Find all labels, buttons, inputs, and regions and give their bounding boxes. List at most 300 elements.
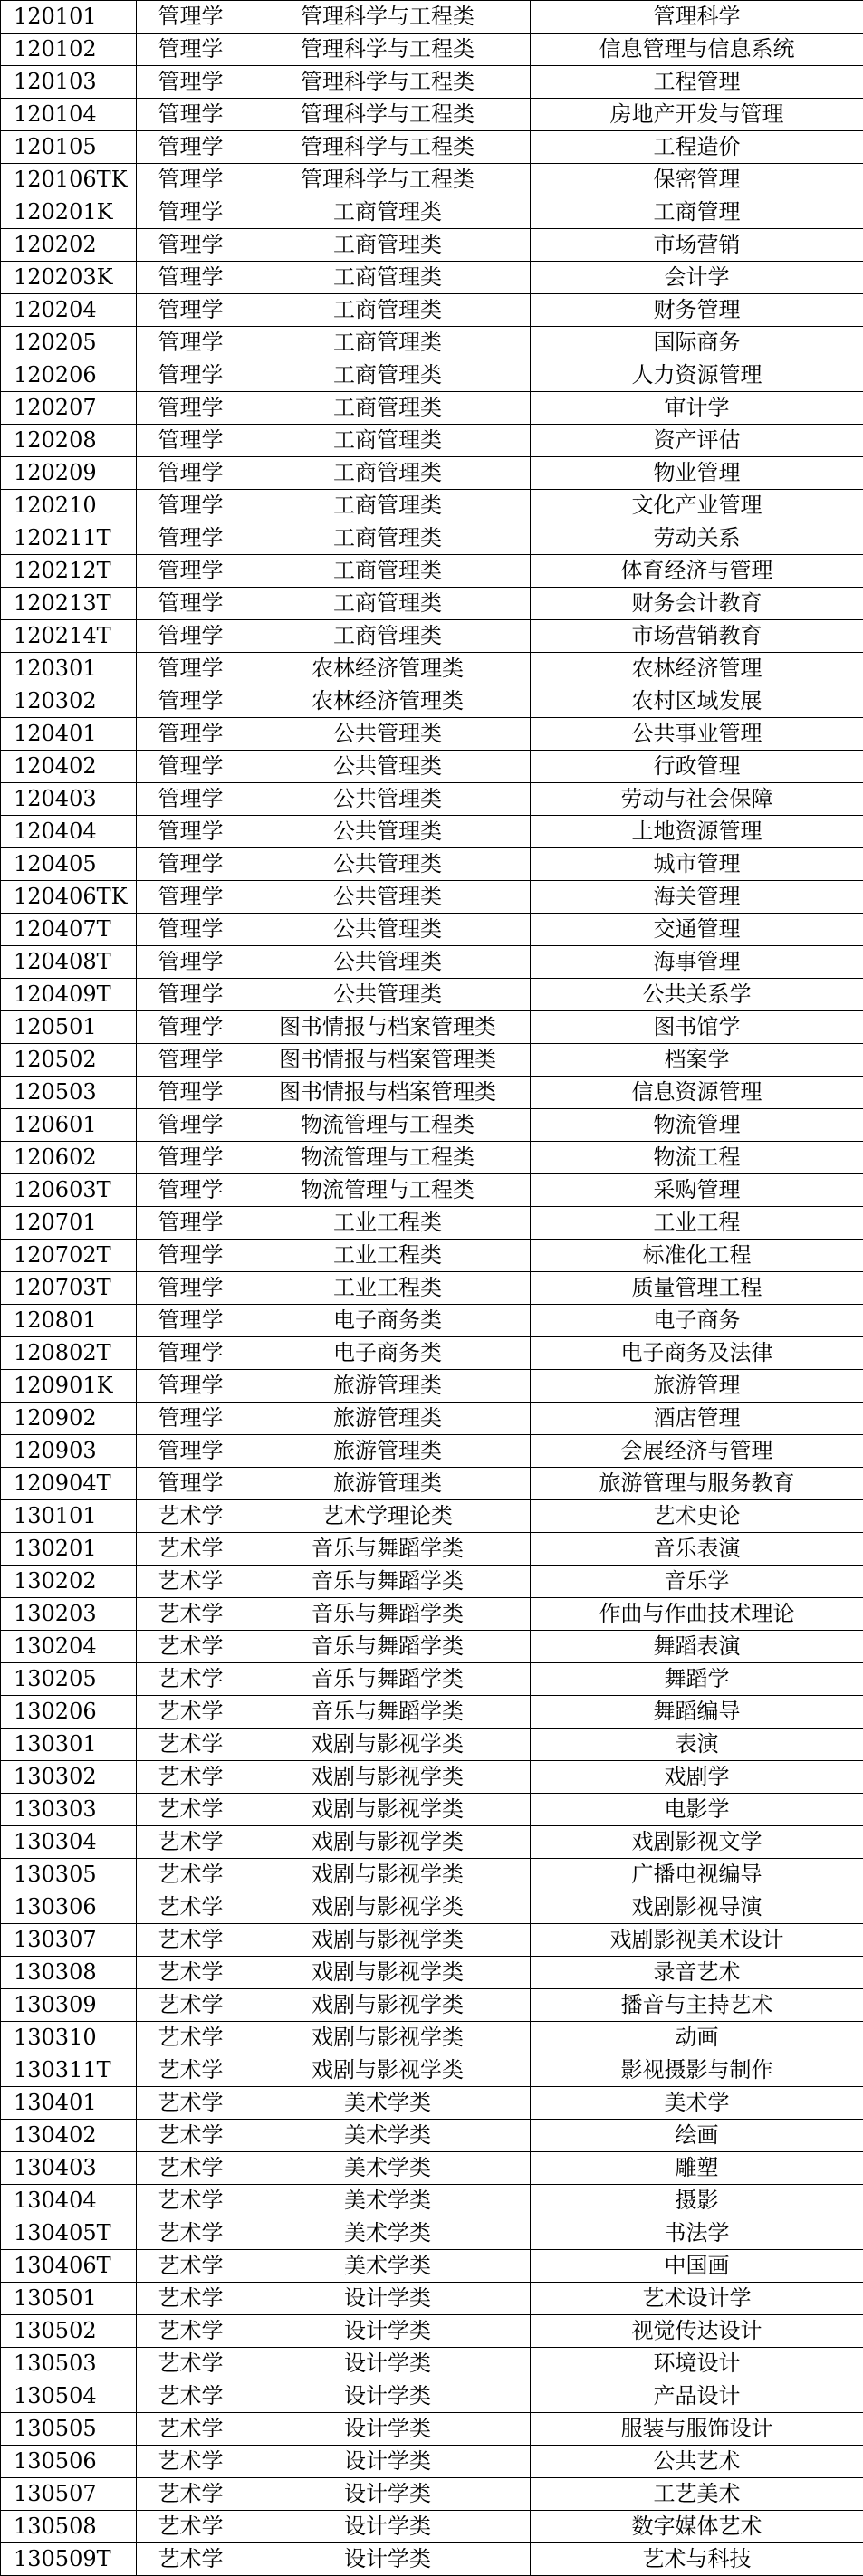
major-code-cell: 130507 [1,2478,137,2511]
major-code-cell: 130505 [1,2413,137,2446]
discipline-cell: 管理学 [137,392,245,425]
major-category-cell: 戏剧与影视学类 [245,1794,531,1826]
table-row [1,196,863,229]
major-category-cell: 公共管理类 [245,946,531,979]
major-code-cell: 120602 [1,1142,137,1174]
discipline-cell: 管理学 [137,783,245,816]
table-row [1,1859,863,1891]
major-name-cell: 人力资源管理 [531,359,863,392]
table-row [1,2413,863,2446]
major-code-cell: 120901K [1,1370,137,1403]
table-row [1,1207,863,1240]
discipline-cell: 管理学 [137,914,245,946]
discipline-cell: 艺术学 [137,2185,245,2217]
discipline-cell: 管理学 [137,196,245,229]
major-category-cell: 农林经济管理类 [245,685,531,718]
table-row [1,1077,863,1109]
table-row [1,1989,863,2022]
table-row [1,131,863,164]
major-code-cell: 130304 [1,1826,137,1859]
major-category-cell: 音乐与舞蹈学类 [245,1631,531,1663]
major-name-cell: 交通管理 [531,914,863,946]
discipline-cell: 管理学 [137,1240,245,1272]
major-name-cell: 电子商务 [531,1305,863,1337]
table-row [1,1631,863,1663]
major-code-cell: 120210 [1,490,137,522]
major-code-cell: 130205 [1,1663,137,1696]
discipline-cell: 管理学 [137,1207,245,1240]
major-code-cell: 120401 [1,718,137,751]
major-name-cell: 工程管理 [531,66,863,99]
major-category-cell: 设计学类 [245,2315,531,2348]
major-name-cell: 物流管理 [531,1109,863,1142]
major-name-cell: 国际商务 [531,327,863,359]
major-category-cell: 旅游管理类 [245,1403,531,1435]
table-row [1,946,863,979]
discipline-cell: 管理学 [137,979,245,1011]
discipline-cell: 艺术学 [137,2413,245,2446]
major-code-cell: 130302 [1,1761,137,1794]
major-name-cell: 艺术与科技 [531,2543,863,2576]
major-code-cell: 130405T [1,2217,137,2250]
major-name-cell: 产品设计 [531,2380,863,2413]
major-name-cell: 酒店管理 [531,1403,863,1435]
major-category-cell: 戏剧与影视学类 [245,1826,531,1859]
major-code-cell: 130508 [1,2511,137,2543]
table-row [1,2446,863,2478]
table-row [1,1598,863,1631]
discipline-cell: 艺术学 [137,2120,245,2152]
discipline-cell: 管理学 [137,99,245,131]
major-code-cell: 120208 [1,425,137,457]
table-row [1,1533,863,1566]
major-code-cell: 120105 [1,131,137,164]
major-code-cell: 120802T [1,1337,137,1370]
discipline-cell: 艺术学 [137,2054,245,2087]
major-code-cell: 120603T [1,1174,137,1207]
table-row [1,2120,863,2152]
major-category-cell: 旅游管理类 [245,1435,531,1468]
major-category-cell: 管理科学与工程类 [245,164,531,196]
major-code-cell: 120201K [1,196,137,229]
major-name-cell: 物流工程 [531,1142,863,1174]
major-code-cell: 120501 [1,1011,137,1044]
discipline-cell: 管理学 [137,881,245,914]
discipline-cell: 管理学 [137,66,245,99]
major-category-cell: 戏剧与影视学类 [245,1989,531,2022]
discipline-cell: 管理学 [137,1468,245,1500]
major-code-cell: 130303 [1,1794,137,1826]
table-row [1,327,863,359]
major-code-cell: 120104 [1,99,137,131]
major-code-cell: 130306 [1,1891,137,1924]
discipline-cell: 艺术学 [137,1826,245,1859]
major-code-cell: 120402 [1,751,137,783]
major-category-cell: 图书情报与档案管理类 [245,1044,531,1077]
major-category-cell: 管理科学与工程类 [245,66,531,99]
major-name-cell: 戏剧影视导演 [531,1891,863,1924]
discipline-cell: 管理学 [137,1403,245,1435]
discipline-cell: 管理学 [137,34,245,66]
major-code-cell: 120409T [1,979,137,1011]
major-name-cell: 广播电视编导 [531,1859,863,1891]
major-name-cell: 戏剧影视美术设计 [531,1924,863,1957]
table-row [1,685,863,718]
major-name-cell: 保密管理 [531,164,863,196]
major-category-cell: 美术学类 [245,2185,531,2217]
table-row [1,2152,863,2185]
major-code-cell: 120601 [1,1109,137,1142]
major-code-cell: 120204 [1,294,137,327]
major-name-cell: 管理科学 [531,1,863,34]
major-code-cell: 120203K [1,262,137,294]
major-name-cell: 质量管理工程 [531,1272,863,1305]
discipline-cell: 管理学 [137,946,245,979]
table-row [1,164,863,196]
major-name-cell: 房地产开发与管理 [531,99,863,131]
discipline-cell: 艺术学 [137,1891,245,1924]
major-code-cell: 130310 [1,2022,137,2054]
major-code-cell: 130504 [1,2380,137,2413]
major-code-cell: 130301 [1,1729,137,1761]
discipline-cell: 管理学 [137,1109,245,1142]
discipline-cell: 艺术学 [137,1598,245,1631]
table-row [1,99,863,131]
discipline-cell: 管理学 [137,457,245,490]
table-row [1,522,863,555]
major-category-cell: 工商管理类 [245,620,531,653]
major-name-cell: 雕塑 [531,2152,863,2185]
major-name-cell: 工业工程 [531,1207,863,1240]
major-category-cell: 设计学类 [245,2413,531,2446]
major-name-cell: 音乐表演 [531,1533,863,1566]
discipline-cell: 艺术学 [137,2543,245,2576]
table-row [1,1891,863,1924]
major-category-cell: 工商管理类 [245,522,531,555]
major-code-cell: 130101 [1,1500,137,1533]
major-category-cell: 管理科学与工程类 [245,99,531,131]
table-row [1,1924,863,1957]
major-name-cell: 作曲与作曲技术理论 [531,1598,863,1631]
major-name-cell: 档案学 [531,1044,863,1077]
table-row [1,1240,863,1272]
discipline-cell: 管理学 [137,555,245,588]
major-code-cell: 130305 [1,1859,137,1891]
table-row [1,2217,863,2250]
major-code-cell: 120503 [1,1077,137,1109]
major-category-cell: 设计学类 [245,2283,531,2315]
discipline-cell: 艺术学 [137,1794,245,1826]
major-category-cell: 管理科学与工程类 [245,131,531,164]
table-row [1,229,863,262]
major-category-cell: 设计学类 [245,2478,531,2511]
table-row [1,1696,863,1729]
discipline-cell: 艺术学 [137,1859,245,1891]
major-name-cell: 戏剧影视文学 [531,1826,863,1859]
table-body [1,1,863,2576]
major-code-cell: 120213T [1,588,137,620]
table-row [1,34,863,66]
table-row [1,66,863,99]
major-code-cell: 130503 [1,2348,137,2380]
discipline-cell: 艺术学 [137,1533,245,1566]
table-row [1,1011,863,1044]
discipline-cell: 管理学 [137,620,245,653]
major-code-cell: 120301 [1,653,137,685]
discipline-cell: 管理学 [137,522,245,555]
major-category-cell: 戏剧与影视学类 [245,1957,531,1989]
table-row [1,1468,863,1500]
major-name-cell: 物业管理 [531,457,863,490]
major-category-cell: 音乐与舞蹈学类 [245,1533,531,1566]
major-category-cell: 物流管理与工程类 [245,1174,531,1207]
discipline-cell: 艺术学 [137,2217,245,2250]
table-row [1,914,863,946]
table-row [1,2185,863,2217]
table-row [1,848,863,881]
major-code-cell: 130402 [1,2120,137,2152]
major-name-cell: 城市管理 [531,848,863,881]
major-code-cell: 120406TK [1,881,137,914]
discipline-cell: 艺术学 [137,1500,245,1533]
major-category-cell: 公共管理类 [245,783,531,816]
discipline-cell: 艺术学 [137,2022,245,2054]
major-name-cell: 市场营销教育 [531,620,863,653]
major-category-cell: 公共管理类 [245,751,531,783]
discipline-cell: 艺术学 [137,2087,245,2120]
major-category-cell: 公共管理类 [245,718,531,751]
major-code-cell: 120206 [1,359,137,392]
table-row [1,1305,863,1337]
major-name-cell: 数字媒体艺术 [531,2511,863,2543]
discipline-cell: 艺术学 [137,2283,245,2315]
discipline-cell: 艺术学 [137,2315,245,2348]
table-row [1,1957,863,1989]
major-name-cell: 舞蹈编导 [531,1696,863,1729]
major-name-cell: 公共事业管理 [531,718,863,751]
discipline-cell: 管理学 [137,848,245,881]
table-row [1,718,863,751]
discipline-cell: 艺术学 [137,1729,245,1761]
discipline-cell: 管理学 [137,164,245,196]
table-row [1,555,863,588]
table-row [1,1142,863,1174]
major-name-cell: 书法学 [531,2217,863,2250]
table-row [1,1729,863,1761]
table-row [1,1663,863,1696]
major-name-cell: 工商管理 [531,196,863,229]
discipline-cell: 管理学 [137,262,245,294]
discipline-cell: 管理学 [137,327,245,359]
major-code-cell: 120202 [1,229,137,262]
table-row [1,2022,863,2054]
discipline-cell: 管理学 [137,1272,245,1305]
table-row [1,881,863,914]
major-code-cell: 130202 [1,1566,137,1598]
discipline-cell: 管理学 [137,294,245,327]
major-name-cell: 采购管理 [531,1174,863,1207]
major-name-cell: 农林经济管理 [531,653,863,685]
table-row [1,1044,863,1077]
major-code-cell: 120106TK [1,164,137,196]
major-code-cell: 120103 [1,66,137,99]
major-category-cell: 公共管理类 [245,914,531,946]
major-category-cell: 电子商务类 [245,1337,531,1370]
major-name-cell: 电影学 [531,1794,863,1826]
major-name-cell: 美术学 [531,2087,863,2120]
table-row [1,2283,863,2315]
table-row [1,1403,863,1435]
table-row [1,392,863,425]
major-code-cell: 120408T [1,946,137,979]
discipline-cell: 艺术学 [137,1663,245,1696]
major-name-cell: 表演 [531,1729,863,1761]
table-row [1,294,863,327]
major-name-cell: 海事管理 [531,946,863,979]
discipline-cell: 艺术学 [137,2478,245,2511]
major-name-cell: 环境设计 [531,2348,863,2380]
major-category-cell: 艺术学理论类 [245,1500,531,1533]
major-category-cell: 音乐与舞蹈学类 [245,1663,531,1696]
major-name-cell: 农村区域发展 [531,685,863,718]
major-name-cell: 播音与主持艺术 [531,1989,863,2022]
major-name-cell: 财务会计教育 [531,588,863,620]
table-row [1,2478,863,2511]
major-category-cell: 音乐与舞蹈学类 [245,1696,531,1729]
major-name-cell: 体育经济与管理 [531,555,863,588]
major-code-cell: 120404 [1,816,137,848]
major-code-cell: 120902 [1,1403,137,1435]
major-category-cell: 戏剧与影视学类 [245,2054,531,2087]
major-name-cell: 电子商务及法律 [531,1337,863,1370]
discipline-cell: 管理学 [137,490,245,522]
discipline-cell: 艺术学 [137,2250,245,2283]
major-code-cell: 120904T [1,1468,137,1500]
major-name-cell: 标准化工程 [531,1240,863,1272]
major-name-cell: 图书馆学 [531,1011,863,1044]
major-category-cell: 工商管理类 [245,588,531,620]
major-name-cell: 劳动与社会保障 [531,783,863,816]
major-category-cell: 美术学类 [245,2250,531,2283]
major-category-cell: 戏剧与影视学类 [245,1729,531,1761]
major-category-cell: 设计学类 [245,2543,531,2576]
discipline-cell: 管理学 [137,1142,245,1174]
major-category-cell: 工商管理类 [245,490,531,522]
discipline-cell: 艺术学 [137,2511,245,2543]
major-name-cell: 公共艺术 [531,2446,863,2478]
discipline-cell: 艺术学 [137,2380,245,2413]
discipline-cell: 管理学 [137,1435,245,1468]
table-row [1,783,863,816]
major-name-cell: 艺术设计学 [531,2283,863,2315]
major-category-cell: 美术学类 [245,2087,531,2120]
major-code-cell: 130403 [1,2152,137,2185]
major-category-cell: 音乐与舞蹈学类 [245,1566,531,1598]
major-category-cell: 图书情报与档案管理类 [245,1077,531,1109]
major-name-cell: 行政管理 [531,751,863,783]
major-category-cell: 公共管理类 [245,816,531,848]
discipline-cell: 管理学 [137,1044,245,1077]
major-code-cell: 130307 [1,1924,137,1957]
major-name-cell: 资产评估 [531,425,863,457]
major-category-cell: 管理科学与工程类 [245,1,531,34]
discipline-cell: 艺术学 [137,1631,245,1663]
major-category-cell: 工商管理类 [245,359,531,392]
table-row [1,2543,863,2576]
major-category-cell: 农林经济管理类 [245,653,531,685]
table-row [1,1174,863,1207]
major-category-cell: 旅游管理类 [245,1370,531,1403]
major-name-cell: 市场营销 [531,229,863,262]
table-row [1,653,863,685]
table-row [1,1761,863,1794]
table-row [1,359,863,392]
major-category-cell: 戏剧与影视学类 [245,1859,531,1891]
major-category-cell: 工商管理类 [245,555,531,588]
discipline-cell: 艺术学 [137,1957,245,1989]
table-row [1,2250,863,2283]
table-row [1,1272,863,1305]
major-code-cell: 130203 [1,1598,137,1631]
major-code-cell: 120703T [1,1272,137,1305]
major-name-cell: 财务管理 [531,294,863,327]
major-name-cell: 会展经济与管理 [531,1435,863,1468]
major-name-cell: 视觉传达设计 [531,2315,863,2348]
major-code-cell: 120302 [1,685,137,718]
major-code-cell: 130406T [1,2250,137,2283]
major-category-cell: 戏剧与影视学类 [245,1761,531,1794]
major-category-cell: 设计学类 [245,2446,531,2478]
major-code-cell: 130401 [1,2087,137,2120]
table-row [1,2087,863,2120]
table-row [1,2348,863,2380]
major-name-cell: 工程造价 [531,131,863,164]
table-row [1,457,863,490]
major-name-cell: 审计学 [531,392,863,425]
discipline-cell: 管理学 [137,359,245,392]
major-name-cell: 会计学 [531,262,863,294]
discipline-cell: 管理学 [137,653,245,685]
table-row [1,979,863,1011]
major-category-cell: 工商管理类 [245,327,531,359]
major-name-cell: 舞蹈表演 [531,1631,863,1663]
discipline-cell: 管理学 [137,1011,245,1044]
major-code-cell: 120903 [1,1435,137,1468]
major-code-cell: 130404 [1,2185,137,2217]
major-category-cell: 设计学类 [245,2380,531,2413]
discipline-cell: 管理学 [137,685,245,718]
major-code-cell: 120209 [1,457,137,490]
major-name-cell: 服装与服饰设计 [531,2413,863,2446]
major-code-cell: 120801 [1,1305,137,1337]
major-code-cell: 130309 [1,1989,137,2022]
table-row [1,1337,863,1370]
major-category-cell: 工商管理类 [245,262,531,294]
major-category-cell: 图书情报与档案管理类 [245,1011,531,1044]
major-name-cell: 工艺美术 [531,2478,863,2511]
major-category-cell: 工商管理类 [245,294,531,327]
major-name-cell: 舞蹈学 [531,1663,863,1696]
major-code-cell: 130206 [1,1696,137,1729]
major-code-cell: 130308 [1,1957,137,1989]
major-code-cell: 130311T [1,2054,137,2087]
table-row [1,816,863,848]
major-name-cell: 影视摄影与制作 [531,2054,863,2087]
major-code-cell: 130201 [1,1533,137,1566]
major-category-cell: 工业工程类 [245,1240,531,1272]
major-category-cell: 戏剧与影视学类 [245,2022,531,2054]
major-category-cell: 工商管理类 [245,392,531,425]
